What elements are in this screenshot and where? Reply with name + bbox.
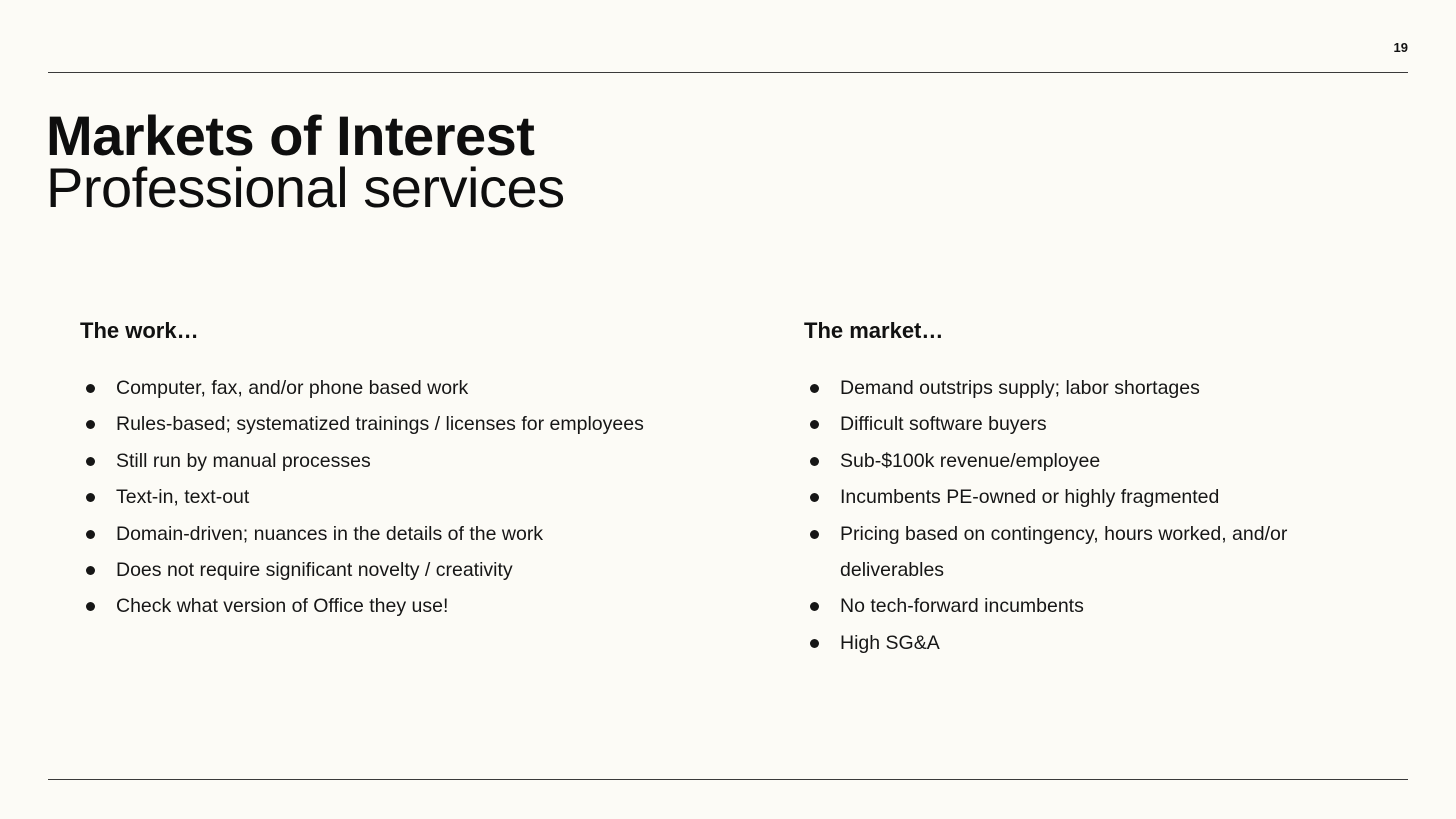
- market-bullet-item: [804, 588, 1304, 624]
- market-bullet-text: Pricing based on contingency, hours worked, and/or deliverables: [840, 522, 1288, 582]
- bullet-dot-icon: [86, 384, 95, 393]
- bullet-dot-icon: [86, 420, 95, 429]
- work-bullet-item: [80, 370, 760, 406]
- market-column: [804, 316, 1304, 661]
- slide-subtitle: Professional services: [46, 156, 565, 219]
- work-bullet-text: Check what version of Office they use!: [116, 595, 449, 618]
- work-bullet-list: [80, 370, 760, 625]
- market-bullet-text: Demand outstrips supply; labor shortages: [840, 377, 1200, 399]
- work-bullet-item: [80, 552, 760, 588]
- market-heading: The market…: [804, 318, 944, 343]
- bullet-dot-icon: [86, 566, 95, 575]
- market-bullet-item: [804, 370, 1304, 406]
- bullet-dot-icon: [810, 457, 819, 466]
- work-column: [80, 316, 760, 625]
- market-bullet-text: Difficult software buyers: [840, 413, 1047, 436]
- bullet-dot-icon: [810, 384, 819, 393]
- bullet-dot-icon: [810, 493, 819, 502]
- bullet-dot-icon: [86, 493, 95, 502]
- work-bullet-text: Text-in, text-out: [116, 486, 250, 509]
- work-bullet-item: [80, 479, 760, 515]
- market-bullet-item: [804, 479, 1304, 515]
- market-bullet-item: [804, 625, 1304, 661]
- work-bullet-item: [80, 588, 760, 624]
- work-bullet-text: Rules-based; systematized trainings / licenses for employees: [116, 413, 644, 436]
- page-number: 19: [1393, 40, 1408, 55]
- market-bullet-item: [804, 443, 1304, 479]
- bullet-dot-icon: [86, 602, 95, 611]
- bullet-dot-icon: [86, 457, 95, 466]
- work-bullet-text: Still run by manual processes: [116, 449, 371, 472]
- market-bullet-text: Sub-$100k revenue/employee: [840, 449, 1101, 472]
- market-bullet-item: [804, 406, 1304, 442]
- market-bullet-item: [804, 516, 1304, 589]
- bullet-dot-icon: [810, 530, 819, 539]
- market-bullet-text: High SG&A: [840, 631, 940, 654]
- market-bullet-list: [804, 370, 1304, 661]
- work-bullet-item: [80, 443, 760, 479]
- bullet-dot-icon: [86, 530, 95, 539]
- work-bullet-text: Computer, fax, and/or phone based work: [116, 377, 469, 399]
- work-bullet-item: [80, 516, 760, 552]
- bullet-dot-icon: [810, 639, 819, 648]
- bullet-dot-icon: [810, 602, 819, 611]
- top-divider: [48, 72, 1408, 73]
- market-bullet-text: Incumbents PE-owned or highly fragmented: [840, 486, 1220, 509]
- bottom-divider: [48, 779, 1408, 780]
- work-bullet-text: Does not require significant novelty / creativity: [116, 559, 513, 582]
- work-bullet-item: [80, 406, 760, 442]
- market-bullet-text: No tech-forward incumbents: [840, 595, 1084, 618]
- work-bullet-text: Domain-driven; nuances in the details of the work: [116, 522, 544, 545]
- work-heading: The work…: [80, 318, 199, 343]
- bullet-dot-icon: [810, 420, 819, 429]
- slide-title: Markets of Interest: [46, 104, 535, 167]
